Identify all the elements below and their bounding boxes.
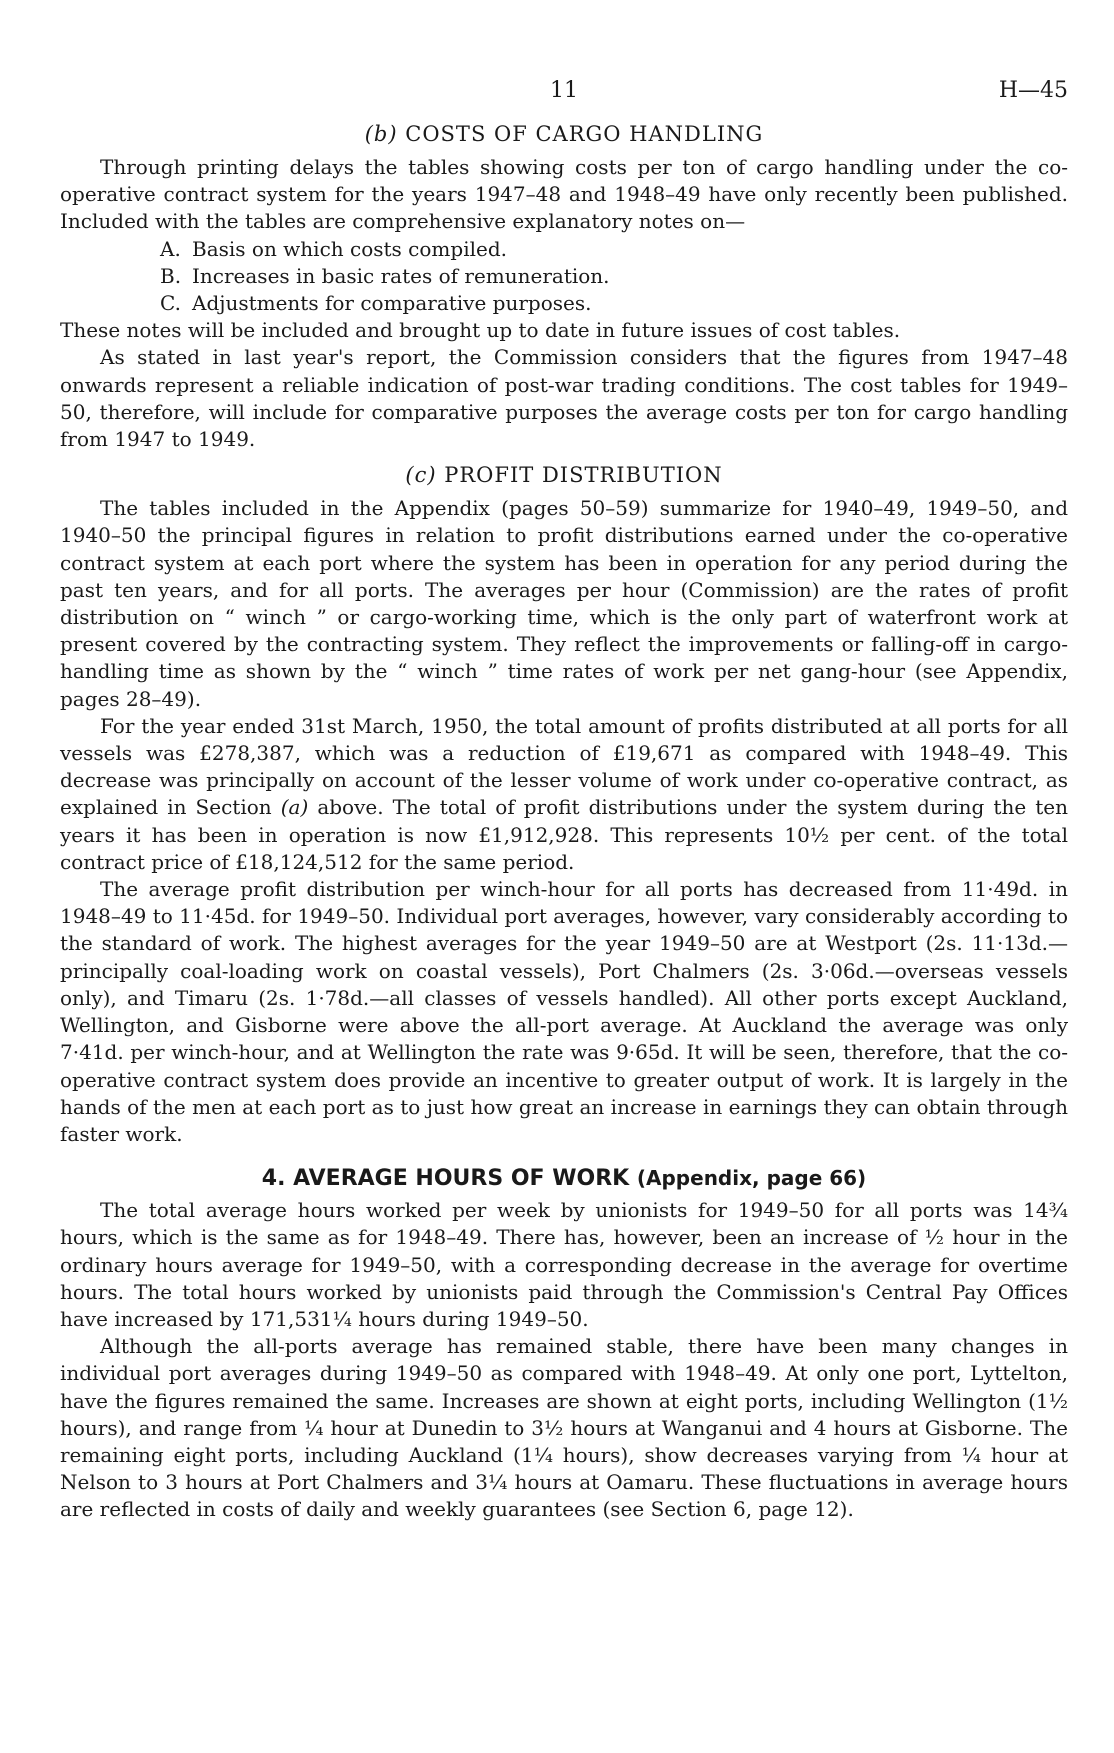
section-b-paragraph-3: As stated in last year's report, the Commission considers that the figures from 1947–48 onwards represent a reliable indication of post-war trading conditions. The cost tables for 1949–50, therefore, will include for comparative purposes the average costs per ton for cargo handling from 1947 to 1949. <box>60 345 1068 452</box>
section-c-paragraph-1: The tables included in the Appendix (pages 50–59) summarize for 1940–49, 1949–50, and 1940–50 the principal figures in relation to profit distributions earned under the co-operative contract system at each port where the system has been in operation for any period during the past ten years, and for all ports. The averages per hour (Commission) are the rates of profit distribution on “ winch ” or cargo-working time, which is the only part of waterfront work at present covered by the contracting system. They reflect the improvements or falling-off in cargo-handling time as shown by the “ winch ” time rates of work per net gang-hour (see Appendix, pages 28–49). <box>60 496 1068 711</box>
section-c-paragraph-2-part-a: For the year ended 31st March, 1950, the total amount of profits distributed at all ports for all vessels was £278,387, which was a reduction of £19,671 as compared with 1948–49. This decrease was principally on account of the lesser volume of work under co-operative contract, as explained in Section <box>60 713 1068 820</box>
note-text: Increases in basic rates of remuneration. <box>192 263 610 288</box>
note-text: Adjustments for comparative purposes. <box>192 291 592 316</box>
running-head <box>60 78 1068 112</box>
page-reference: H—45 <box>998 78 1068 103</box>
explanatory-notes-list <box>60 236 1068 318</box>
section-b-letter: (b) <box>364 122 398 146</box>
note-letter: C. <box>160 291 181 316</box>
section-b-paragraph-1: Through printing delays the tables showing costs per ton of cargo handling under the co-operative contract system for the years 1947–48 and 1948–49 have only recently been published. Included with the tables are comprehensive explanatory notes on— <box>60 155 1068 234</box>
note-item <box>160 236 1068 263</box>
note-item <box>160 263 1068 290</box>
section-reference: (a) <box>280 795 309 820</box>
section-4-heading <box>60 1166 1068 1191</box>
section-4-title: 4. AVERAGE HOURS OF WORK <box>261 1166 630 1192</box>
section-c-paragraph-2-part-b: above. The total of profit distributions under the system during the ten years it has been in operation is now £1,912,928. This represents 10½ per cent. of the total contract price of £18,124,512 for the same period. <box>60 795 1068 874</box>
note-letter: B. <box>160 263 182 288</box>
section-c-letter: (c) <box>405 463 437 488</box>
section-4-paragraph-2: Although the all-ports average has remained stable, there have been many changes in individual port averages during 1949–50 as compared with 1948–49. At only one port, Lyttelton, have the figures remained the same. Increases are shown at eight ports, including Wellington (1½ hours), and range from ¼ hour at Dunedin to 3½ hours at Wanganui and 4 hours at Gisborne. The remaining eight ports, including Auckland (1¼ hours), show decreases varying from ¼ hour at Nelson to 3 hours at Port Chalmers and 3¼ hours at Oamaru. These fluctuations in average hours are reflected in costs of daily and weekly guarantees (see Section 6, page 12). <box>60 1334 1068 1522</box>
document-page <box>60 78 1068 1524</box>
section-4-subtitle: (Appendix, page 66) <box>636 1166 867 1191</box>
note-text: Basis on which costs compiled. <box>192 236 507 261</box>
section-b-paragraph-2: These notes will be included and brought up to date in future issues of cost tables. <box>60 318 901 343</box>
section-b-heading <box>60 122 1068 146</box>
section-c-paragraph-3: The average profit distribution per winch-hour for all ports has decreased from 11·49d. in 1948–49 to 11·45d. for 1949–50. Individual port averages, however, vary considerably according to the standard of work. The highest averages for the year 1949–50 are at Westport (2s. 11·13d.—principally coal-loading work on coastal vessels), Port Chalmers (2s. 3·06d.—overseas vessels only), and Timaru (2s. 1·78d.—all classes of vessels handled). All other ports except Auckland, Wellington, and Gisborne were above the all-port average. At Auckland the average was only 7·41d. per winch-hour, and at Wellington the rate was 9·65d. It will be seen, therefore, that the co-operative contract system does provide an incentive to greater output of work. It is largely in the hands of the men at each port as to just how great an increase in earnings they can obtain through faster work. <box>60 877 1068 1146</box>
page-number: 11 <box>550 78 578 103</box>
section-4-paragraph-1: The total average hours worked per week by unionists for 1949–50 for all ports was 14¾ hours, which is the same as for 1948–49. There has, however, been an increase of ½ hour in the ordinary hours average for 1949–50, with a corresponding decrease in the average for overtime hours. The total hours worked by unionists paid through the Commission's Central Pay Offices have increased by 171,531¼ hours during 1949–50. <box>60 1198 1068 1331</box>
note-letter: A. <box>160 236 181 261</box>
section-c-title: PROFIT DISTRIBUTION <box>444 463 723 488</box>
section-c-paragraph-2 <box>60 713 1068 876</box>
note-item <box>160 290 1068 317</box>
section-b-title: COSTS OF CARGO HANDLING <box>405 122 764 146</box>
section-c-heading <box>60 463 1068 487</box>
